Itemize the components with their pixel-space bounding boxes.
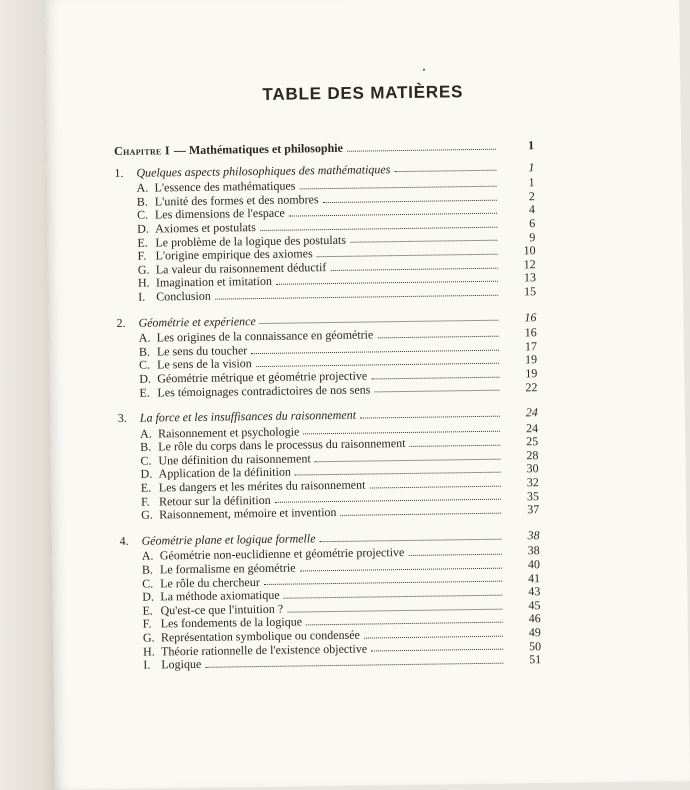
leader-dots — [276, 272, 498, 285]
entry-page: 32 — [526, 475, 539, 490]
leader-dots — [394, 161, 496, 172]
entry-letter: F. — [142, 616, 152, 632]
entry-letter: E. — [140, 480, 152, 495]
leader-dots — [284, 586, 503, 599]
entry-title: Conclusion — [156, 288, 211, 304]
section-title: Quelques aspects philosophiques des mathématiques — [136, 161, 391, 180]
section-title: Géométrie et expérience — [138, 313, 256, 330]
leader-dots — [360, 407, 500, 419]
leader-dots — [264, 572, 503, 585]
entry-letter: A. — [138, 330, 151, 345]
entry-page: 22 — [525, 379, 538, 394]
entry-letter: B. — [138, 344, 151, 359]
entry-title: L'unité des formes et des nombres — [154, 191, 319, 209]
entry-title: La valeur du raisonnement déductif — [155, 259, 327, 277]
entry-title: Raisonnement et psychologie — [157, 424, 300, 441]
leader-dots — [287, 599, 502, 612]
leader-dots — [364, 626, 503, 638]
entry-page: 9 — [529, 229, 536, 244]
leader-dots — [303, 422, 500, 435]
entry-title: Représentation symbolique ou condensée — [160, 627, 360, 645]
entry-title: Les fondements de la logique — [160, 614, 303, 631]
section-number: 2. — [116, 315, 126, 330]
entry-letter: E. — [137, 235, 148, 250]
section-title: La force et les insuffisances du raisonnement — [139, 407, 357, 425]
entry-letter: G. — [137, 262, 150, 277]
entry-letter: B. — [141, 562, 154, 577]
entry-page: 12 — [523, 256, 536, 272]
entry-title: Une définition du raisonnement — [158, 451, 311, 468]
entry-title: Imagination et imitation — [155, 274, 273, 290]
entry-page: 46 — [528, 611, 541, 626]
leader-dots — [299, 558, 502, 571]
entry-page: 37 — [527, 502, 540, 517]
entry-letter: C. — [140, 453, 152, 468]
entry-letter: F. — [137, 248, 147, 263]
section-number: 4. — [119, 533, 129, 548]
entry-letter: H. — [137, 275, 150, 291]
entry-letter: C. — [139, 357, 151, 373]
leader-dots — [295, 463, 501, 476]
entry-title: Le formalisme en géométrie — [159, 560, 296, 577]
leader-dots — [340, 504, 501, 516]
ink-speck — [423, 69, 425, 71]
entry-page: 10 — [523, 243, 536, 258]
entry-letter: I. — [138, 289, 146, 304]
entry-page: 43 — [528, 584, 541, 599]
section-list — [114, 161, 541, 673]
leader-dots — [408, 545, 502, 556]
entry-letter: D. — [142, 589, 155, 604]
entry-letter: G. — [141, 507, 153, 522]
leader-dots — [260, 311, 499, 324]
entry-page: 13 — [523, 270, 537, 285]
entry-page: 2 — [528, 188, 535, 204]
entry-letter: A. — [141, 548, 154, 564]
leader-dots — [371, 640, 503, 652]
leader-dots — [315, 449, 501, 462]
entry-page: 19 — [525, 366, 538, 381]
entry-letter: D. — [140, 467, 153, 482]
section-page: 38 — [527, 527, 540, 543]
leader-dots — [256, 354, 499, 367]
entry-page: 35 — [526, 488, 540, 503]
leader-dots — [369, 477, 501, 489]
leader-dots — [330, 258, 498, 270]
leader-dots — [347, 139, 496, 151]
chapter-label: Chapitre I — [114, 143, 171, 159]
leader-dots — [350, 231, 498, 243]
entry-page: 45 — [528, 597, 541, 613]
section-page: 1 — [528, 159, 535, 174]
entry-letter: F. — [140, 494, 150, 509]
entry-page: 30 — [526, 461, 539, 476]
leader-dots — [251, 340, 499, 353]
entry-letter: D. — [137, 221, 149, 236]
entry-title: L'origine empirique des axiomes — [155, 246, 313, 263]
entry-letter: G. — [142, 630, 155, 645]
entry-letter: I. — [143, 657, 151, 672]
entry-letter: D. — [139, 371, 152, 386]
chapter-heading — [114, 139, 534, 158]
entry-page: 6 — [529, 216, 536, 231]
leader-dots — [323, 190, 497, 202]
chapter-page: 1 — [527, 138, 535, 153]
entry-title: La méthode axiomatique — [160, 587, 280, 604]
section-page: 16 — [524, 309, 537, 324]
entry-page: 4 — [528, 202, 536, 217]
entry-title: Qu'est-ce que l'intuition ? — [160, 601, 284, 618]
entry-page: 1 — [528, 175, 535, 190]
entry-title: Géométrie métrique et géométrie projective — [157, 368, 368, 386]
page-title: TABLE DES MATIÈRES — [262, 82, 464, 104]
entry-title: Les origines de la connaissance en géométrie — [156, 327, 374, 345]
entry-title: Théorie rationnelle de l'existence objective — [161, 641, 368, 659]
entry-title: Les dimensions de l'espace — [154, 206, 285, 222]
entry-title: Application de la définition — [158, 465, 292, 481]
entry-page: 41 — [528, 570, 541, 585]
leader-dots — [374, 381, 499, 393]
entry-title: Raisonnement, mémoire et invention — [159, 505, 337, 522]
leader-dots — [377, 327, 499, 339]
entry-title: Les dangers et les mérites du raisonnement — [158, 477, 366, 495]
entry-title: Le rôle du chercheur — [160, 574, 260, 591]
leader-dots — [371, 367, 499, 379]
entry-title: Retour sur la définition — [158, 492, 271, 509]
leader-dots — [299, 177, 496, 190]
entry-page: 19 — [524, 352, 538, 367]
entry-title: Le rôle du corps dans le processus du raisonnement — [158, 436, 406, 454]
section-number: 3. — [117, 410, 127, 426]
chapter-title: — Mathématiques et philosophie — [173, 140, 344, 158]
entry-page: 51 — [529, 652, 542, 667]
leader-dots — [317, 245, 498, 258]
entry-page: 17 — [524, 338, 537, 354]
entry-letter: A. — [136, 180, 149, 195]
entry-page: 16 — [524, 325, 537, 340]
entry-letter: C. — [142, 576, 154, 591]
entry-letter: H. — [143, 644, 155, 659]
leader-dots — [306, 613, 503, 626]
entry-letter: A. — [139, 426, 152, 441]
entry-letter: E. — [139, 385, 150, 400]
entry-page: 49 — [528, 625, 541, 640]
entry-title: Logique — [161, 657, 202, 672]
entry-letter: E. — [142, 603, 153, 618]
leader-dots — [260, 217, 497, 230]
entry-letter: C. — [136, 207, 149, 223]
entry-page: 50 — [528, 638, 542, 653]
entry-title: Axiomes et postulats — [155, 220, 256, 236]
section-number: 1. — [114, 165, 124, 180]
book-page — [44, 0, 690, 790]
section-title: Géométrie plane et logique formelle — [141, 531, 316, 548]
entry-title: Les témoignages contradictoires de nos sens — [157, 381, 371, 399]
entry-title: Géométrie non-euclidienne et géométrie projective — [159, 545, 405, 563]
entry-page: 28 — [526, 448, 539, 463]
entry-page: 24 — [525, 420, 539, 435]
leader-dots — [409, 436, 500, 447]
entry-title: Le sens du toucher — [156, 342, 248, 359]
table-of-contents — [114, 139, 541, 673]
entry-page: 25 — [526, 434, 539, 449]
entry-page: 40 — [527, 557, 541, 572]
entry-page: 15 — [524, 284, 537, 299]
leader-dots — [275, 490, 501, 503]
entry-page: 38 — [527, 543, 540, 558]
entry-letter: B. — [140, 439, 152, 454]
entry-title: Le problème de la logique des postulats — [155, 232, 347, 250]
entry-letter: B. — [136, 194, 148, 209]
entry-title: Le sens de la vision — [157, 356, 252, 372]
section-page: 24 — [525, 405, 538, 420]
leader-dots — [319, 529, 501, 542]
entry-title: L'essence des mathématiques — [154, 178, 296, 195]
leader-dots — [289, 204, 497, 217]
